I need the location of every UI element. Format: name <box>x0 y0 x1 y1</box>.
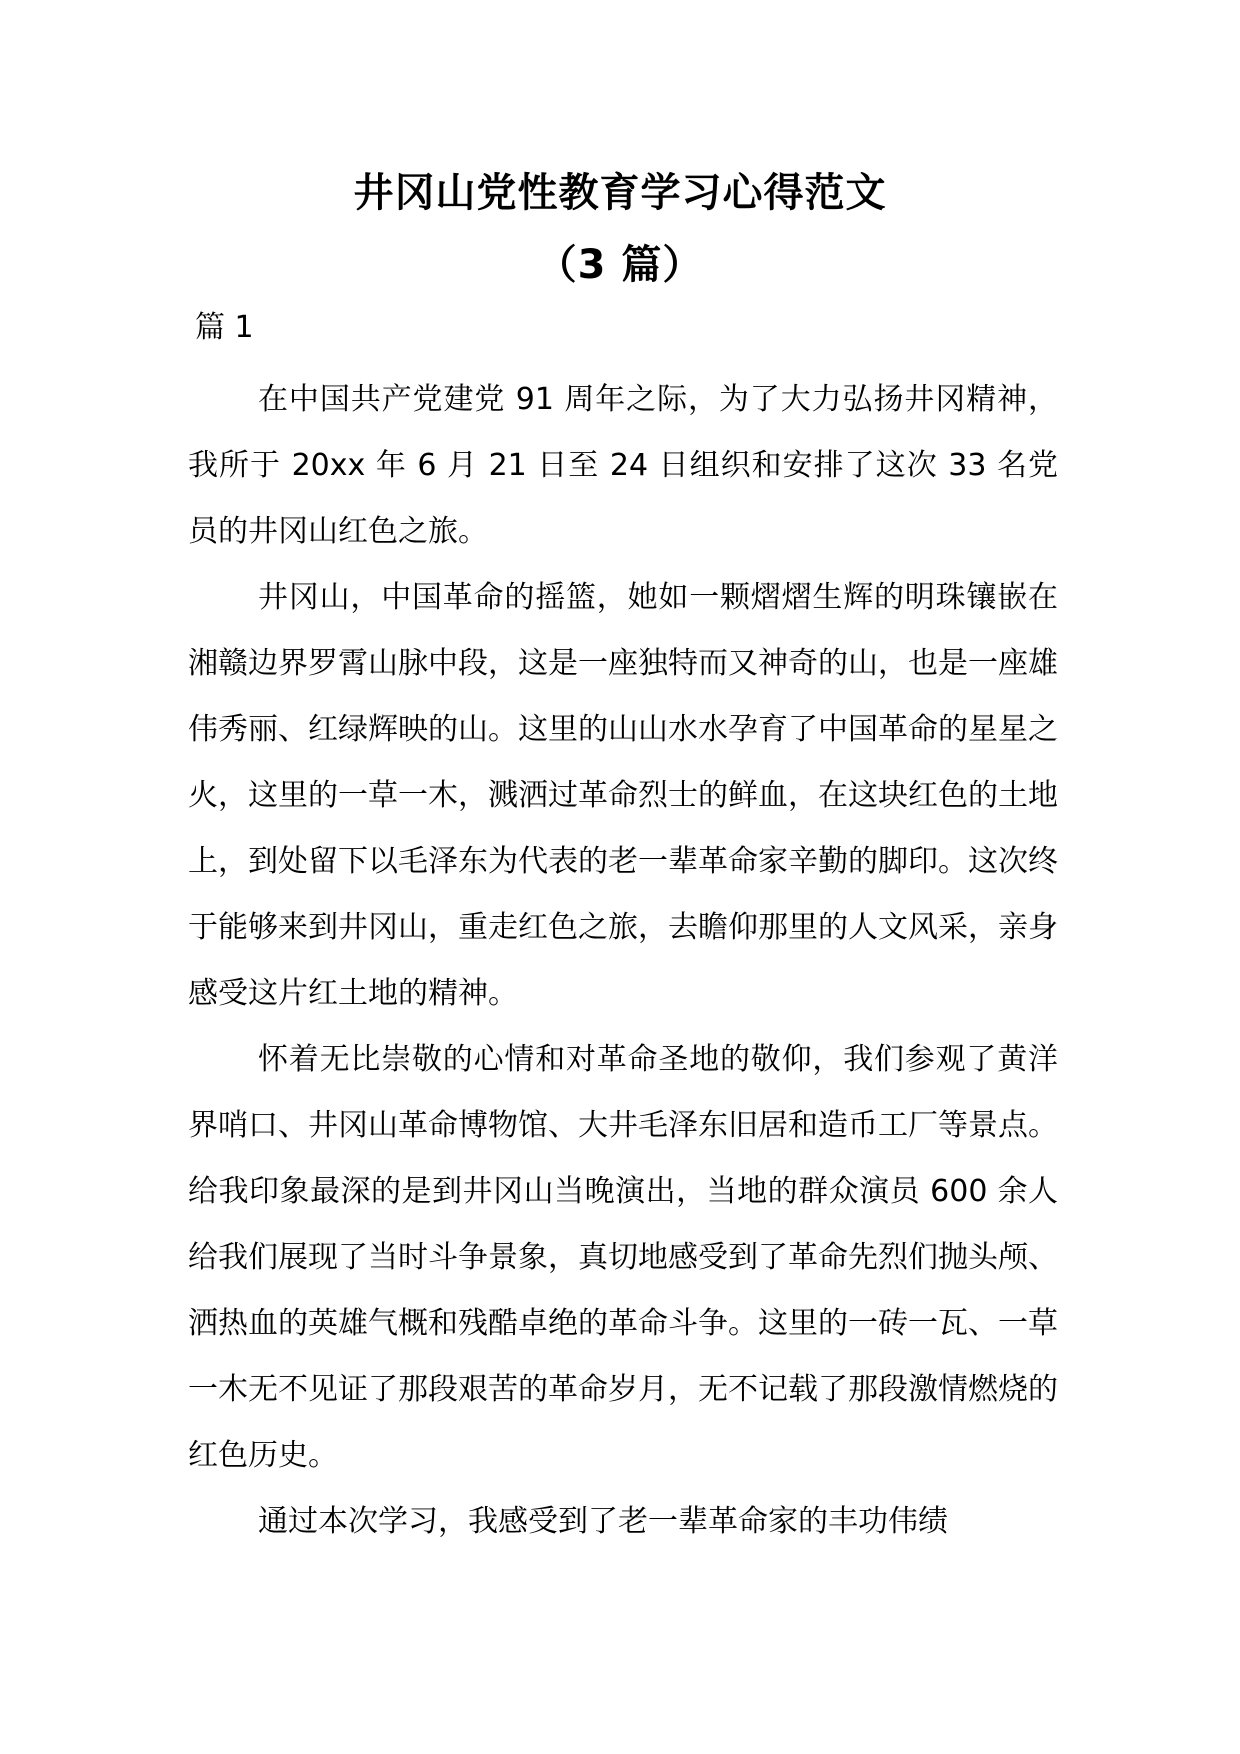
document-body <box>188 367 1058 1555</box>
paragraph: 通过本次学习，我感受到了老一辈革命家的丰功伟绩 <box>258 1504 948 1539</box>
section-label: 篇 1 <box>195 310 254 345</box>
paragraph: 在中国共产党建党 91 周年之际，为了大力弘扬井冈精神，我所于 20xx 年 6 月 21 日至 24 日组织和安排了这次 33 名党员的井冈山红色之旅。 <box>188 382 1058 549</box>
document-subtitle: （3 篇） <box>536 242 704 288</box>
paragraph: 井冈山，中国革命的摇篮，她如一颗熠熠生辉的明珠镶嵌在湘赣边界罗霄山脉中段，这是一座独特而又神奇的山，也是一座雄伟秀丽、红绿辉映的山。这里的山山水水孕育了中国革命的星星之火，这里的一草一木，溅洒过革命烈士的鲜血，在这块红色的土地上，到处留下以毛泽东为代表的老一辈革命家辛勤的脚印。这次终于能够来到井冈山，重走红色之旅，去瞻仰那里的人文风采，亲身感受这片红土地的精神。 <box>188 580 1058 1011</box>
document-title: 井冈山党性教育学习心得范文 <box>353 170 887 216</box>
paragraph: 怀着无比崇敬的心情和对革命圣地的敬仰，我们参观了黄洋界哨口、井冈山革命博物馆、大井毛泽东旧居和造币工厂等景点。给我印象最深的是到井冈山当晚演出，当地的群众演员 600 余人给我们展现了当时斗争景象，真切地感受到了革命先烈们抛头颅、洒热血的英雄气概和残酷卓绝的革命斗争。这里的一砖一瓦、一草一木无不见证了那段艰苦的革命岁月，无不记载了那段激情燃烧的红色历史。 <box>188 1042 1058 1473</box>
